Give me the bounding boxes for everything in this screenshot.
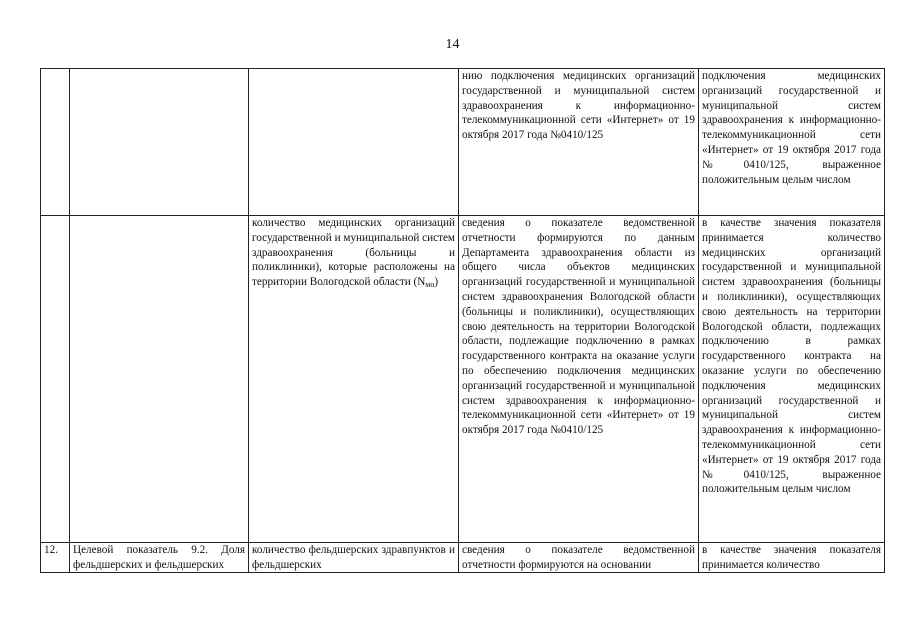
cell-indicator [70,216,249,543]
cell-number [41,69,70,216]
cell-value: подключения медицинских организаций государственной и муниципальной систем здравоохранения к информационно-телекоммуникационной сети «Интернет» от 19 октября 2017 года №0410/125, выраженное положительным целым числом [699,69,885,216]
table-row [41,69,885,216]
cell-value [699,543,885,573]
cell-method: нию подключения медицинских организаций государственной и муниципальной систем здравоохранения к информационно-телекоммуникационной сети «Интернет» от 19 октября 2017 года №0410/125 [459,69,699,216]
cell-number-text: 12. [44,544,58,556]
cell-indicator [70,69,249,216]
cell-method: сведения о показателе ведомственной отчетности формируются по данным Департамента здравоохранения области из общего числа объектов медицинских организаций государственной и муниципальной систем здравоохранения Вологодской области (больницы и поликлиники), осуществляющих свою деятельность на территории Вологодской области, подлежащие подключению в рамках государственного контракта на оказание услуги по обеспечению подключения медицинских организаций государственной и муниципальной систем здравоохранения к информационно-телекоммуникационной сети «Интернет» от 19 октября 2017 года №0410/125 [459,216,699,543]
cell-number [41,543,70,573]
cell-value-text: в качестве значения показателя принимается количество [702,544,881,571]
cell-indicator [70,543,249,573]
table-row [41,216,885,543]
cell-name [249,69,459,216]
cell-method [459,543,699,573]
name-text-end: ) [434,276,439,289]
cell-name-text: количество фельдшерских здравпунктов и фельдшерских [252,544,455,571]
page-number: 14 [445,37,460,52]
cell-name [249,543,459,573]
cell-indicator-text: Целевой показатель 9.2. Доля фельдшерских и фельдшерских [73,544,245,571]
cell-name [249,216,459,543]
cell-method-text: сведения о показателе ведомственной отчетности формируются на основании [462,544,695,571]
cell-value: в качестве значения показателя принимается количество медицинских организаций государственной и муниципальной систем здравоохранения (больницы и поликлиники), осуществляющих свою деятельность на территории Вологодской области, подлежащих подключению в рамках государственного контракта на оказание услуги по обеспечению подключения медицинских организаций государственной и муниципальной систем здравоохранения к информационно-телекоммуникационной сети «Интернет» от 19 октября 2017 года №0410/125, выраженное положительным целым числом [699,216,885,543]
table-row [41,543,885,573]
cell-number [41,216,70,543]
name-subscript: мо [425,280,435,290]
indicators-table [40,68,885,573]
name-text: количество медицинских организаций государственной и муниципальной систем здравоохранения (больницы и поликлиники), которые расположены на территории Вологодской области (N [252,217,455,289]
